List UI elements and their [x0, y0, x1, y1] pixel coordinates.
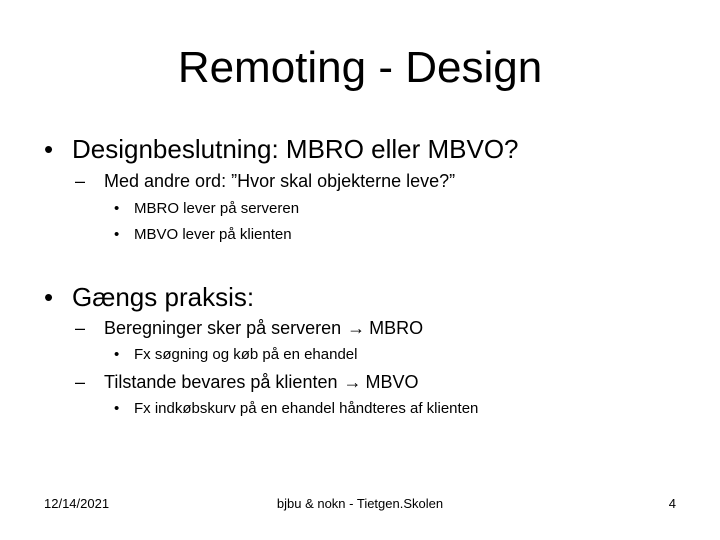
dash-marker: –	[75, 171, 86, 191]
sub-bullet-other-words: Med andre ord: ”Hvor skal objekterne leve?”	[104, 171, 456, 191]
sub-bullet-state	[104, 371, 419, 393]
state-text: Tilstande bevares på klienten	[104, 372, 338, 392]
small-bullet-marker: •	[114, 400, 120, 417]
bullet-marker: •	[44, 282, 54, 312]
small-bullet-marker: •	[114, 200, 120, 217]
sub-sub-bullet-shopping-cart: Fx indkøbskurv på en ehandel håndteres af klienten	[134, 400, 479, 417]
small-bullet-marker: •	[114, 226, 120, 243]
bullet-common-practice: Gængs praksis:	[72, 282, 255, 312]
slide-title: Remoting - Design	[177, 43, 543, 92]
sub-sub-bullet-search-buy: Fx søgning og køb på en ehandel	[134, 346, 358, 363]
bullet-design-decision: Designbeslutning: MBRO eller MBVO?	[72, 134, 519, 164]
state-result: MBVO	[365, 372, 419, 392]
sub-bullet-computations	[104, 317, 423, 339]
dash-marker: –	[75, 372, 86, 392]
arrow-right-icon: →	[343, 372, 362, 392]
footer-page-number: 4	[668, 496, 676, 511]
sub-sub-bullet-mbvo: MBVO lever på klienten	[134, 226, 292, 243]
arrow-right-icon: →	[347, 318, 366, 338]
computations-text: Beregninger sker på serveren	[104, 318, 342, 338]
computations-result: MBRO	[369, 318, 424, 338]
bullet-marker: •	[44, 134, 54, 164]
footer-date: 12/14/2021	[44, 496, 110, 511]
dash-marker: –	[75, 318, 86, 338]
sub-sub-bullet-mbro: MBRO lever på serveren	[134, 200, 300, 217]
footer-center: bjbu & nokn - Tietgen.Skolen	[276, 496, 444, 511]
small-bullet-marker: •	[114, 346, 120, 363]
